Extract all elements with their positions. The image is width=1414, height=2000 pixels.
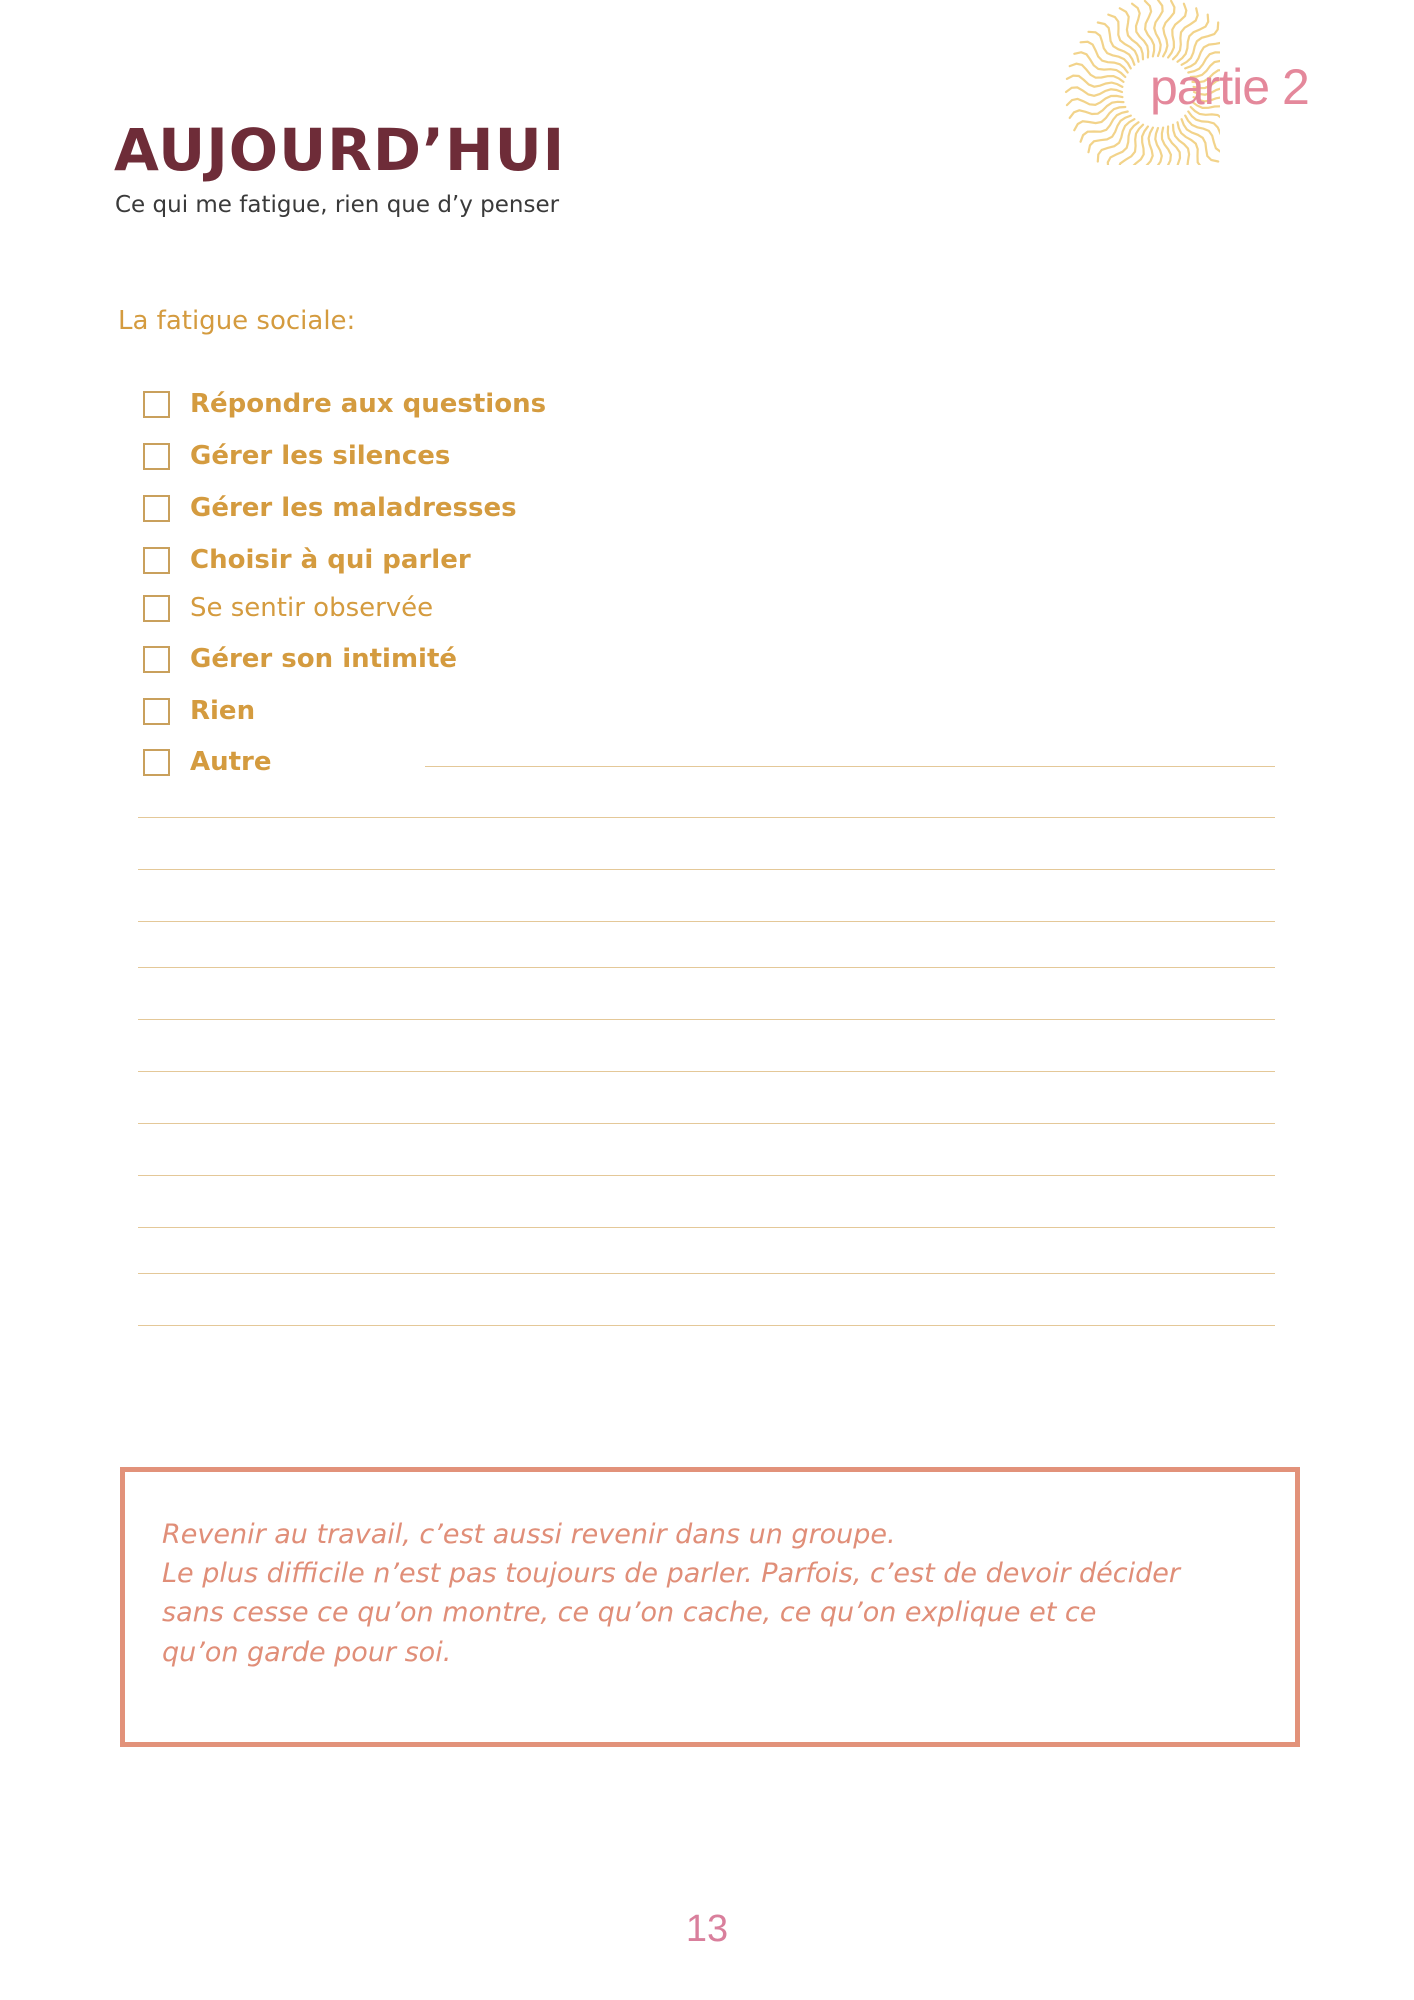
checkbox[interactable] — [143, 646, 170, 673]
checklist-item-observee[interactable] — [143, 590, 433, 626]
autre-write-line[interactable] — [425, 766, 1275, 767]
checklist-item-maladresses[interactable] — [143, 490, 517, 526]
part-label: partie 2 — [1150, 59, 1309, 115]
write-line[interactable] — [138, 1175, 1275, 1176]
checkbox[interactable] — [143, 595, 170, 622]
write-line[interactable] — [138, 1227, 1275, 1228]
write-line[interactable] — [138, 1325, 1275, 1326]
page-number: 13 — [685, 1908, 729, 1950]
checklist-item-choisir[interactable] — [143, 542, 471, 578]
checklist-label: Autre — [190, 747, 272, 777]
checklist-label: Gérer son intimité — [190, 644, 458, 674]
checklist-label: Gérer les silences — [190, 441, 451, 471]
section-heading: La fatigue sociale: — [118, 306, 356, 336]
write-line[interactable] — [138, 967, 1275, 968]
write-line[interactable] — [138, 1123, 1275, 1124]
checklist-item-autre[interactable] — [143, 744, 272, 780]
checkbox[interactable] — [143, 698, 170, 725]
checkbox[interactable] — [143, 547, 170, 574]
page-title: AUJOURD’HUI — [114, 116, 566, 184]
write-line[interactable] — [138, 1071, 1275, 1072]
checkbox[interactable] — [143, 495, 170, 522]
checklist-label: Gérer les maladresses — [190, 493, 517, 523]
quote-line: Revenir au travail, c’est aussi revenir dans un groupe. — [162, 1519, 896, 1550]
checklist-label: Répondre aux questions — [190, 389, 547, 419]
checklist-label: Rien — [190, 696, 256, 726]
page-subtitle: Ce qui me fatigue, rien que d’y penser — [115, 192, 560, 218]
checklist-label: Se sentir observée — [190, 593, 434, 623]
checklist-item-intimite[interactable] — [143, 641, 457, 677]
write-line[interactable] — [138, 869, 1275, 870]
quote-line: qu’on garde pour soi. — [162, 1637, 452, 1668]
checklist-item-silences[interactable] — [143, 438, 450, 474]
quote-line: Le plus difficile n’est pas toujours de parler. Parfois, c’est de devoir décider — [162, 1558, 1180, 1589]
write-line[interactable] — [138, 1019, 1275, 1020]
checklist-item-rien[interactable] — [143, 693, 255, 729]
write-line[interactable] — [138, 1273, 1275, 1274]
write-line[interactable] — [138, 921, 1275, 922]
checkbox[interactable] — [143, 443, 170, 470]
quote-line: sans cesse ce qu’on montre, ce qu’on cache, ce qu’on explique et ce — [162, 1597, 1097, 1628]
checklist-label: Choisir à qui parler — [190, 545, 471, 575]
checkbox[interactable] — [143, 391, 170, 418]
checklist-item-repondre[interactable] — [143, 386, 546, 422]
write-line[interactable] — [138, 817, 1275, 818]
checkbox[interactable] — [143, 749, 170, 776]
